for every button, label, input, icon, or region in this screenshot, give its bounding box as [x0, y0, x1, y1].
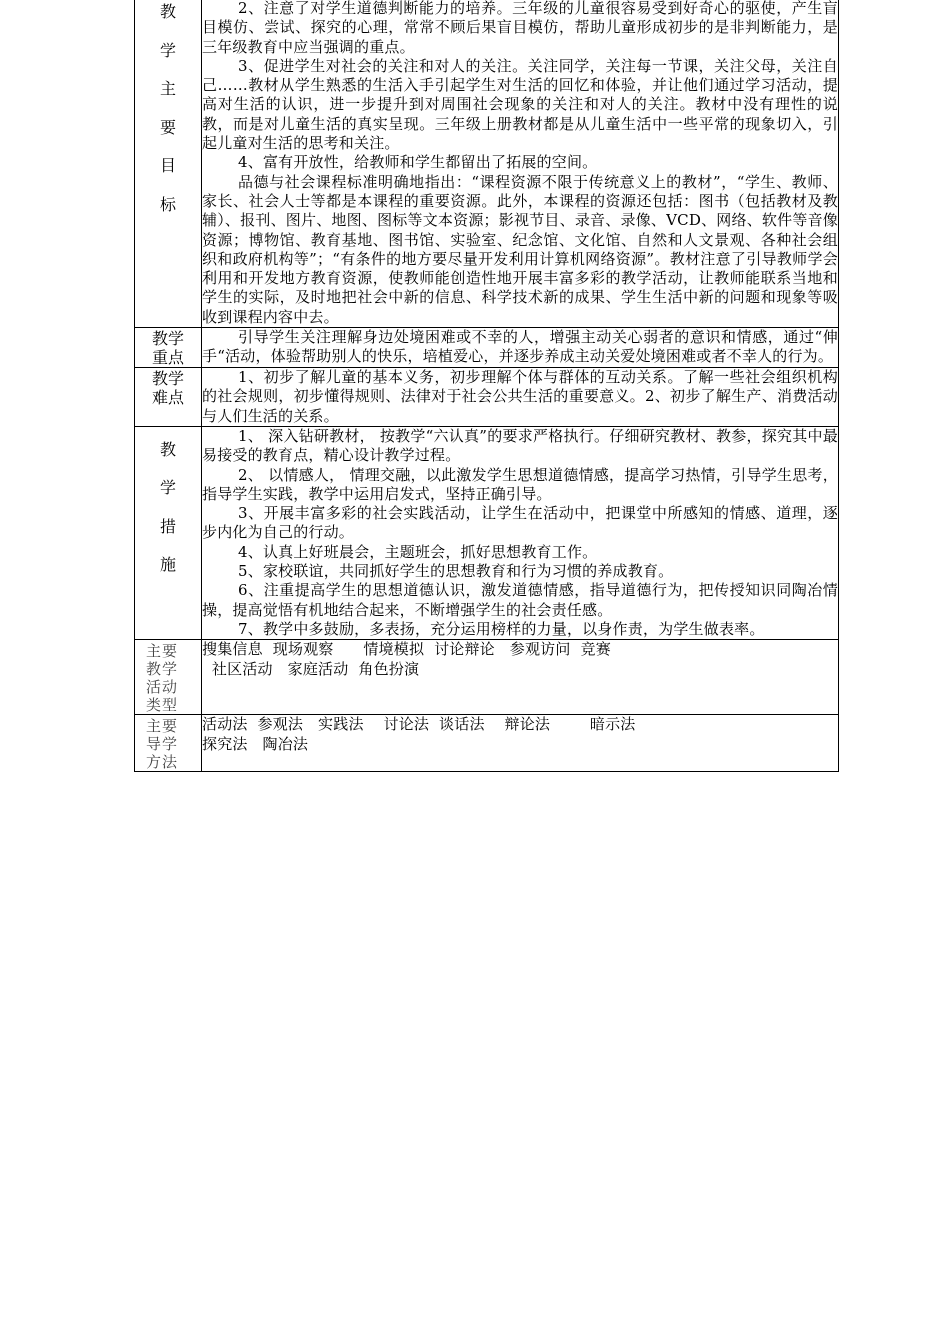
activity-types-line: 搜集信息 现场观察 情境模拟 讨论辩论 参观访问 竞赛	[202, 640, 611, 659]
objectives-label	[135, 0, 201, 230]
label-line: 主要	[146, 717, 179, 736]
guide-methods-row	[135, 715, 839, 772]
guide-methods-line: 探究法 陶冶法	[202, 734, 309, 753]
objectives-label-cell	[135, 0, 202, 328]
label-line: 教学	[146, 660, 179, 679]
measure-paragraph: 7、教学中多鼓励，多表扬，充分运用榜样的力量，以身作责，为学生做表率。	[238, 619, 765, 638]
label-char: 学	[159, 478, 176, 498]
key-points-content	[202, 328, 839, 368]
guide-methods-content	[202, 715, 839, 772]
objective-paragraph: 3、促进学生对社会的关注和对人的关注。关注同学，关注每一节课，关注父母，关注自己……教材从学生熟悉的生活入手引起学生对生活的回忆和体验，并让他们通过学习活动，提高对生活的认识，进一步提升到对周围社会现象的关注和对人的关注。教材中没有理性的说教，而是对儿童生活的真实呈现。三年级上册教材都是从儿童生活中一些平常的现象切入，引起儿童对生活的思考和关注。	[202, 56, 838, 153]
key-points-label-cell	[135, 328, 202, 368]
label-char: 目	[159, 156, 176, 175]
label-char: 施	[159, 555, 176, 575]
activity-types-line: 社区活动 家庭活动 角色扮演	[202, 659, 420, 678]
difficulties-text: 1、初步了解儿童的基本义务，初步理解个体与群体的互动关系。了解一些社会组织机构的社会规则，初步懂得规则、法律对于社会公共生活的重要意义。2、初步了解生产、消费活动与人们生活的关系。	[202, 368, 838, 425]
difficulties-row	[135, 368, 839, 427]
objective-paragraph: 4、富有开放性，给教师和学生都留出了拓展的空间。	[238, 153, 598, 172]
measures-label-cell	[135, 426, 202, 639]
objective-paragraph: 品德与社会课程标准明确地指出：“课程资源不限于传统意义上的教材”，“学生、教师、家长、社会人士等都是本课程的重要资源。此外，本课程的资源还包括：图书（包括教材及教辅）、报刊、图片、地图、图标等文本资源；影视节目、录音、录像、VCD、网络、软件等音像资源；博物馆、教育基地、图书馆、实验室、纪念馆、文化馆、自然和人文景观、各种社会组织和政府机构等”；“有条件的地方要尽量开发利用计算机网络资源”。教材注意了引导教师学会利用和开发地方教育资源，使教师能创造性地开展丰富多彩的教学活动，让教师能联系当地和学生的实际，及时地把社会中新的信息、科学技术新的成果、学生生活中新的问题和现象等吸收到课程内容中去。	[202, 172, 838, 326]
label-line: 重点	[151, 348, 184, 368]
guide-methods-label	[135, 715, 201, 771]
measures-row	[135, 426, 839, 639]
guide-methods-line: 活动法 参观法 实践法 讨论法 谈话法 辩论法 暗示法	[202, 715, 636, 734]
objective-paragraph: 2、注意了对学生道德判断能力的培养。三年级的儿童很容易受到好奇心的驱使，产生盲目模仿、尝试、探究的心理，常常不顾后果盲目模仿，帮助儿童形成初步的是非判断能力，是三年级教育中应当强调的重点。	[202, 0, 838, 56]
difficulties-label-cell	[135, 368, 202, 427]
guide-methods-label-cell	[135, 715, 202, 772]
key-points-label	[135, 328, 201, 367]
activity-types-content	[202, 640, 839, 715]
measures-content	[202, 426, 839, 639]
label-line: 主要	[146, 642, 179, 661]
difficulties-label	[135, 368, 201, 407]
difficulties-content	[202, 368, 839, 427]
measures-label	[135, 427, 201, 591]
label-char: 教	[159, 2, 176, 21]
measure-paragraph: 4、认真上好班晨会，主题班会，抓好思想教育工作。	[238, 542, 598, 561]
label-line: 活动	[146, 678, 179, 697]
teaching-plan-table	[134, 0, 839, 772]
label-char: 主	[159, 79, 176, 98]
measure-paragraph: 6、注重提高学生的思想道德认识，激发道德情感，指导道德行为，把传授知识同陶冶情操，提高觉悟有机地结合起来，不断增强学生的社会责任感。	[202, 581, 838, 619]
label-line: 教学	[151, 369, 184, 389]
measure-paragraph: 3、开展丰富多彩的社会实践活动，让学生在活动中，把课堂中所感知的情感、道理，逐步内化为自己的行动。	[202, 504, 838, 542]
label-line: 类型	[146, 696, 179, 715]
label-line: 方法	[146, 753, 179, 772]
measure-paragraph: 5、家校联谊，共同抓好学生的思想教育和行为习惯的养成教育。	[238, 562, 674, 581]
label-char: 标	[159, 194, 176, 214]
label-line: 难点	[151, 388, 184, 408]
key-points-text: 引导学生关注理解身边处境困难或不幸的人，增强主动关心弱者的意识和情感，通过“伸手“活动，体验帮助别人的快乐，培植爱心，并逐步养成主动关爱处境困难或者不幸人的行为。	[202, 328, 838, 366]
activity-types-label	[135, 640, 201, 714]
objectives-row	[135, 0, 839, 328]
key-points-row	[135, 328, 839, 368]
measure-paragraph: 2、 以情感人， 情理交融，以此激发学生思想道德情感，提高学习热情，引导学生思考，指导学生实践，教学中运用启发式，坚持正确引导。	[202, 465, 838, 503]
label-char: 教	[159, 439, 176, 459]
objectives-content	[202, 0, 839, 328]
measure-paragraph: 1、 深入钻研教材， 按教学“六认真”的要求严格执行。仔细研究教材、教参，探究其中最易接受的教育点，精心设计教学过程。	[202, 426, 838, 465]
label-char: 措	[159, 516, 176, 536]
activity-types-row	[135, 640, 839, 715]
label-char: 学	[159, 40, 176, 60]
label-line: 导学	[146, 735, 179, 754]
activity-types-label-cell	[135, 640, 202, 715]
label-line: 教学	[151, 329, 184, 349]
label-char: 要	[159, 117, 176, 137]
